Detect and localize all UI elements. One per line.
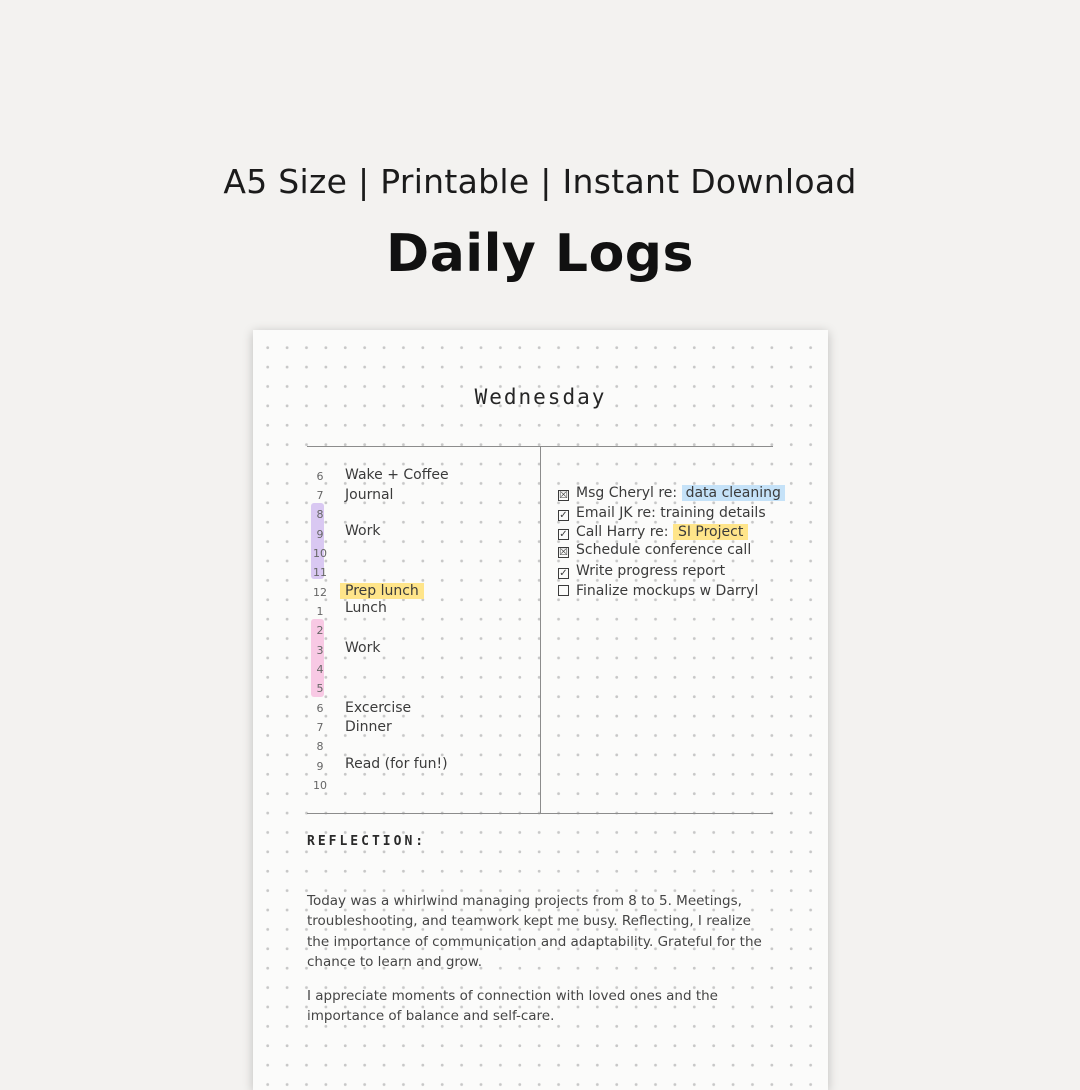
event-item: Dinner — [345, 719, 392, 735]
hour-label: 3 — [316, 644, 324, 657]
event-item: Work — [345, 640, 381, 656]
divider-bottom — [307, 813, 773, 814]
task-item[interactable] — [558, 505, 766, 521]
event-item: Wake + Coffee — [345, 467, 449, 483]
event-item: Work — [345, 523, 381, 539]
hour-label: 8 — [316, 508, 324, 521]
checkbox-empty-icon[interactable] — [558, 585, 569, 596]
hour-label: 6 — [316, 470, 324, 483]
hour-label: 9 — [316, 760, 324, 773]
checkbox-checked-icon[interactable]: ✓ — [559, 568, 568, 579]
hour-label: 12 — [313, 586, 327, 599]
hour-label: 6 — [316, 702, 324, 715]
hour-label: 9 — [316, 528, 324, 541]
task-item[interactable] — [558, 524, 748, 540]
planner-page — [253, 330, 828, 1090]
event-item: Lunch — [345, 600, 387, 616]
hour-label: 1 — [316, 605, 324, 618]
event-highlight: Prep lunch — [340, 583, 424, 599]
task-text: Email JK re: training details — [576, 505, 766, 521]
reflection-paragraph: I appreciate moments of connection with loved ones and the importance of balance and self-care. — [307, 988, 718, 1025]
task-text: Schedule conference call — [576, 542, 752, 558]
event-item: Excercise — [345, 700, 412, 716]
task-text: Call Harry re: — [576, 524, 669, 540]
reflection-heading: REFLECTION: — [307, 834, 427, 849]
task-text: Msg Cheryl re: — [576, 485, 678, 501]
task-text: Write progress report — [576, 563, 726, 579]
checkbox-crossed-icon[interactable]: ☒ — [559, 490, 568, 501]
hour-label: 7 — [316, 721, 324, 734]
task-tag: SI Project — [673, 524, 748, 540]
task-item[interactable] — [558, 485, 785, 501]
hour-label: 5 — [316, 682, 324, 695]
event-item: Read (for fun!) — [345, 756, 448, 772]
divider-vertical — [540, 446, 541, 814]
header-title: Daily Logs — [386, 224, 694, 284]
hour-label: 10 — [313, 547, 327, 560]
checkbox-checked-icon[interactable]: ✓ — [559, 510, 568, 521]
task-item[interactable] — [558, 563, 725, 579]
task-text: Finalize mockups w Darryl — [576, 583, 759, 599]
event-item: Journal — [345, 487, 394, 503]
hour-label: 10 — [313, 779, 327, 792]
task-item[interactable] — [558, 542, 751, 558]
task-tag: data cleaning — [682, 485, 785, 501]
event-item-highlighted — [345, 583, 424, 599]
hour-label: 11 — [313, 566, 327, 579]
reflection-paragraph: Today was a whirlwind managing projects from 8 to 5. Meetings, troubleshooting, and teamwork kept me busy. Reflecting, I realize the importance of communication and adaptability. Grateful for the chance to learn and grow. — [307, 893, 762, 970]
checkbox-crossed-icon[interactable]: ☒ — [559, 547, 568, 558]
hour-label: 2 — [316, 624, 324, 637]
hour-label: 4 — [316, 663, 324, 676]
hour-label: 7 — [316, 489, 324, 502]
checkbox-checked-icon[interactable]: ✓ — [559, 529, 568, 540]
hour-label: 8 — [316, 740, 324, 753]
day-heading: Wednesday — [474, 385, 607, 409]
header-subtitle: A5 Size | Printable | Instant Download — [223, 162, 857, 201]
task-item[interactable] — [558, 583, 758, 599]
